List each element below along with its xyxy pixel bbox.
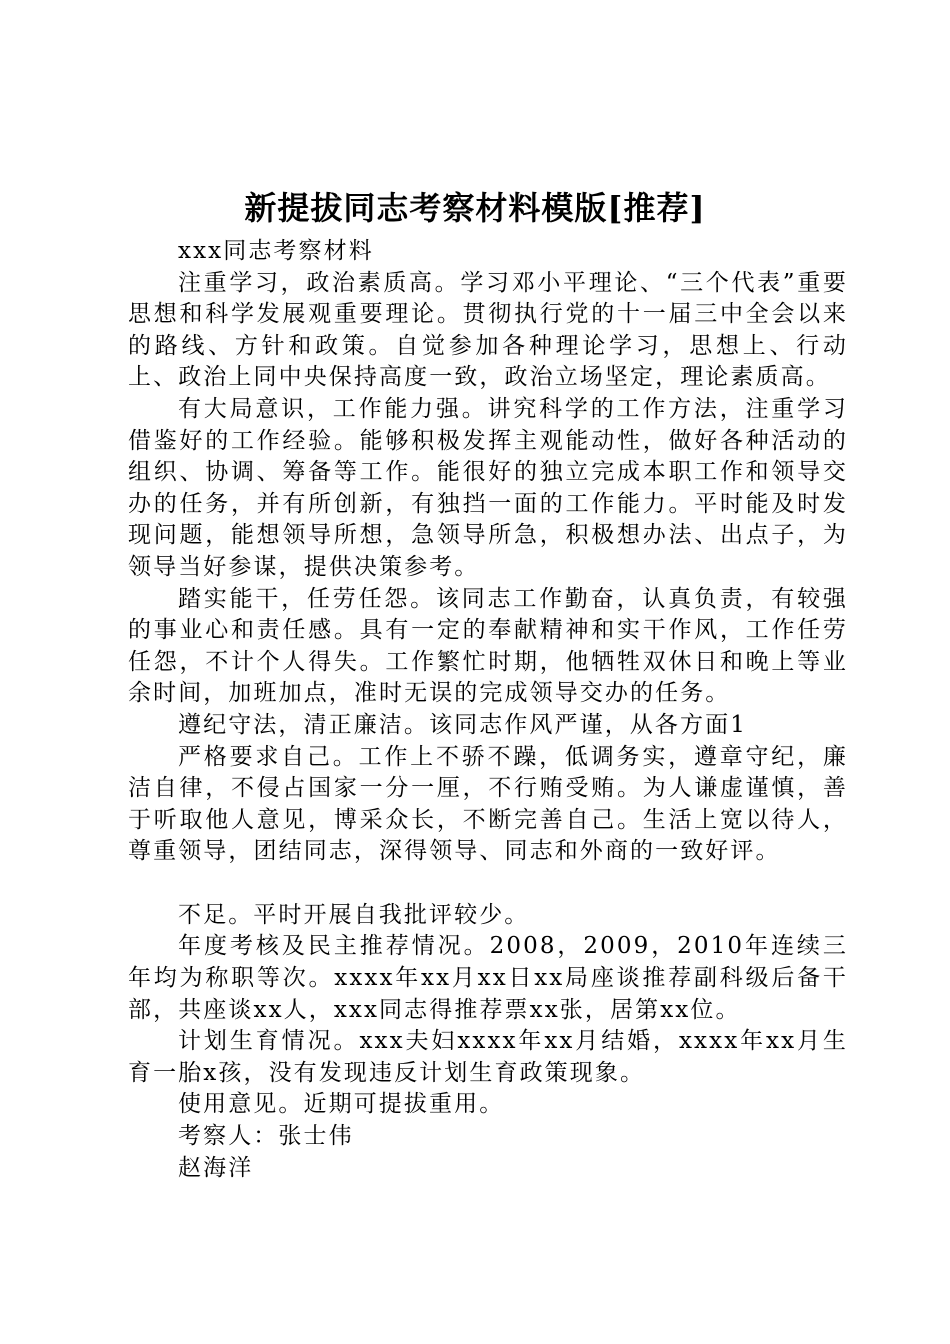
- paragraph-family-planning: 计划生育情况。xxx夫妇xxxx年xx月结婚，xxxx年xx月生育一胎x孩，没有发现违反计划生育政策现象。: [128, 1028, 848, 1086]
- document-title: 新提拔同志考察材料模版[推荐]: [244, 189, 706, 227]
- paragraph-diligence: 踏实能干，任劳任怨。该同志工作勤奋，认真负责，有较强的事业心和责任感。具有一定的奉献精神和实干作风，工作任劳任怨，不计个人得失。工作繁忙时期，他牺牲双休日和晚上等业余时间，加班加点，准时无误的完成领导交办的任务。: [128, 585, 848, 707]
- paragraph-ability: 有大局意识，工作能力强。讲究科学的工作方法，注重学习借鉴好的工作经验。能够积极发挥主观能动性，做好各种活动的组织、协调、筹备等工作。能很好的独立完成本职工作和领导交办的任务，并有所创新，有独挡一面的工作能力。平时能及时发现问题，能想领导所想，急领导所急，积极想办法、出点子，为领导当好参谋，提供决策参考。: [128, 395, 848, 580]
- blank-line: [128, 868, 848, 900]
- paragraph-discipline: 遵纪守法，清正廉洁。该同志作风严谨，从各方面1: [178, 711, 747, 738]
- paragraph-integrity: 严格要求自己。工作上不骄不躁，低调务实，遵章守纪，廉洁自律，不侵占国家一分一厘，不行贿受贿。为人谦虚谨慎，善于听取他人意见，博采众长，不断完善自己。生活上宽以待人，尊重领导，团结同志，深得领导、同志和外商的一致好评。: [128, 743, 848, 865]
- paragraph-recommendation: 使用意见。近期可提拔重用。: [178, 1091, 505, 1118]
- document-body: [128, 236, 848, 1184]
- inspector-line: 考察人：张士伟: [178, 1123, 354, 1150]
- inspector-second-name: 赵海洋: [178, 1154, 254, 1181]
- paragraph-assessment: 年度考核及民主推荐情况。2008，2009，2010年连续三年均为称职等次。xxxx年xx月xx日xx局座谈推荐副科级后备干部，共座谈xx人，xxx同志得推荐票xx张，居第xx位。: [128, 933, 848, 1023]
- paragraph-shortcomings: 不足。平时开展自我批评较少。: [178, 901, 530, 928]
- material-heading: xxx同志考察材料: [178, 238, 374, 264]
- paragraph-study: 注重学习，政治素质高。学习邓小平理论、“三个代表”重要思想和科学发展观重要理论。贯彻执行党的十一届三中全会以来的路线、方针和政策。自觉参加各种理论学习，思想上、行动上、政治上同中央保持高度一致，政治立场坚定，理论素质高。: [128, 269, 848, 391]
